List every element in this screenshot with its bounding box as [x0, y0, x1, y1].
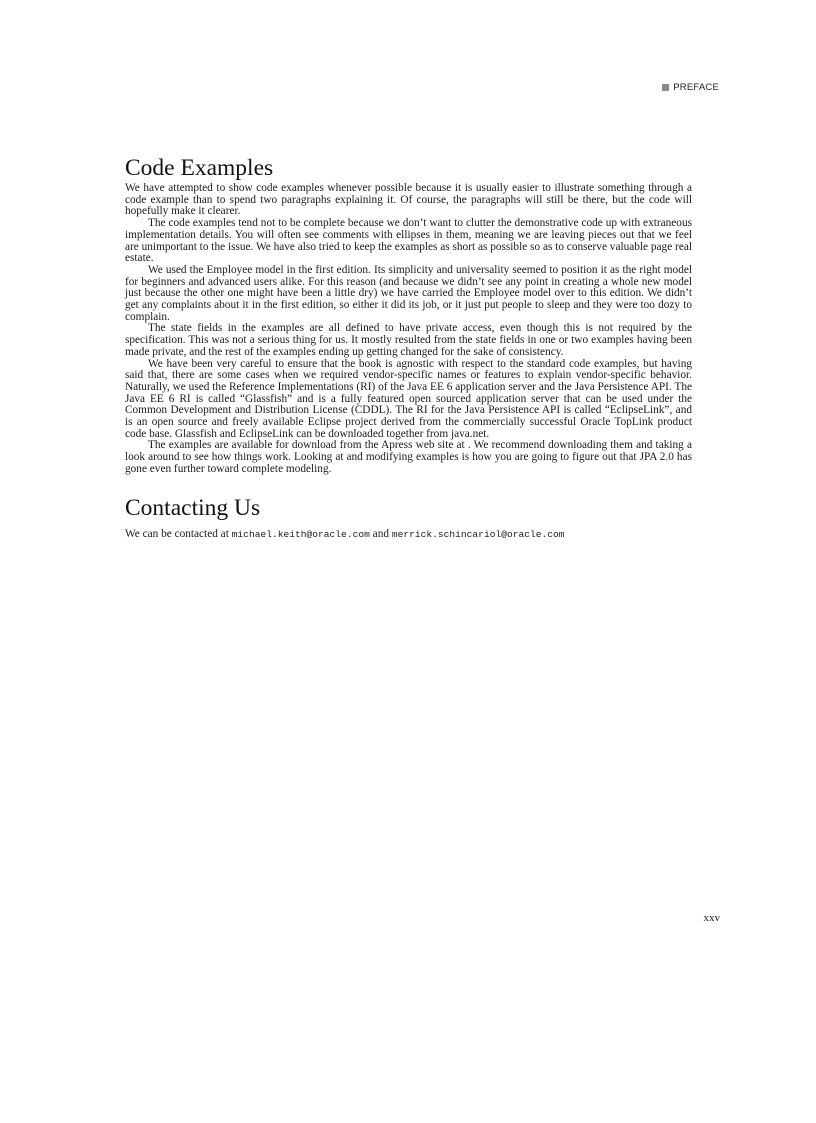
paragraph: We used the Employee model in the first edition. Its simplicity and universality seemed to position it as the right model for beginners and advanced users alike. For this reason (and because we didn’t see any point in creating a whole new model just because the other one might have been a little dry) we have carried the Employee model over to this edition. We didn’t get any complaints about it in the first edition, so either it did its job, or it just put people to sleep and they were too dozy to complain.	[125, 263, 692, 323]
contact-line	[125, 529, 692, 541]
contact-lead: We can be contacted at	[125, 527, 232, 540]
running-header	[662, 82, 719, 93]
paragraph: We have attempted to show code examples whenever possible because it is usually easier to illustrate something through a code example than to spend two paragraphs explaining it. Of course, the paragraphs will still be there, but the code will hopefully make it clearer.	[125, 182, 692, 218]
email-link-michael[interactable]: michael.keith@oracle.com	[231, 528, 370, 540]
paragraph: The state fields in the examples are all defined to have private access, even though this is not required by the specification. This was not a serious thing for us. It mostly resulted from the state fields in one or two examples having been made private, and the rest of the examples ending up getting changed for the sake of consistency.	[125, 322, 692, 358]
running-title: PREFACE	[673, 82, 719, 93]
contact-conjunction: and	[369, 527, 392, 540]
paragraph: We have been very careful to ensure that the book is agnostic with respect to the standard code examples, but having said that, there are some cases when we required vendor-specific names or features to explain vendor-specific behavior. Naturally, we used the Reference Implementations (RI) of the Java EE 6 application server and the Java Persistence API. The Java EE 6 RI is called “Glassfish” and is a fully featured open sourced application server that can be used under the Common Development and Distribution License (CDDL). The RI for the Java Persistence API is called “EclipseLink”, and is an open source and freely available Eclipse project derived from the commercially successful Oracle TopLink product code base. Glassfish and EclipseLink can be downloaded together from java.net.	[125, 357, 692, 440]
page-number: xxv	[703, 912, 720, 924]
email-link-merrick[interactable]: merrick.schincariol@oracle.com	[391, 528, 565, 540]
paragraph: The examples are available for download from the Apress web site at . We recommend downloading them and taking a look around to see how things work. Looking at and modifying examples is how you are going to figure out that JPA 2.0 has gone even further toward complete modeling.	[125, 439, 692, 475]
section-title-code-examples: Code Examples	[125, 155, 274, 181]
page-content	[125, 153, 692, 540]
section-spacer	[125, 476, 692, 493]
section-title-contacting-us: Contacting Us	[125, 494, 261, 521]
header-square-icon	[662, 84, 669, 91]
paragraph: The code examples tend not to be complete because we don’t want to clutter the demonstrative code up with extraneous implementation details. You will often see comments with ellipses in them, meaning we are leaving pieces out that we feel are unimportant to the issue. We have also tried to keep the examples as short as possible so as to conserve valuable page real estate.	[125, 217, 692, 265]
